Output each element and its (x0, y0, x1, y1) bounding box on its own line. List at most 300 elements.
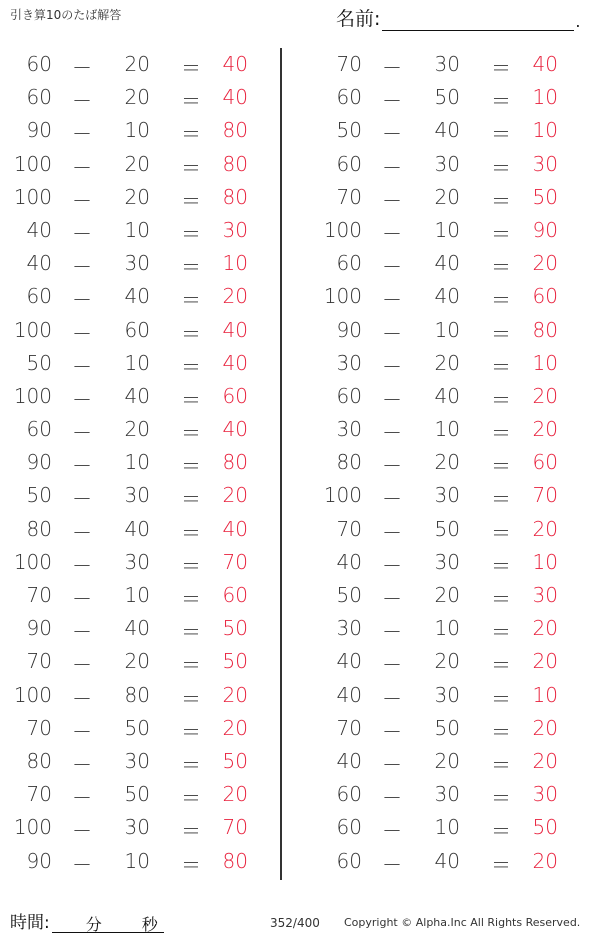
minus-sign: － (72, 288, 92, 313)
minuend: 100 (13, 184, 52, 209)
answer: 20 (532, 848, 558, 873)
minus-sign: － (72, 255, 92, 280)
answer: 10 (532, 118, 558, 143)
equals-sign: ＝ (491, 520, 511, 545)
problem-row (0, 215, 280, 248)
equals-sign: ＝ (181, 686, 201, 711)
minus-sign: － (382, 587, 402, 611)
minus-sign: － (382, 321, 402, 346)
minus-sign: － (382, 553, 402, 578)
equals-sign: ＝ (491, 686, 511, 711)
answer: 50 (532, 184, 558, 209)
minus-sign: － (72, 454, 92, 479)
equals-sign: ＝ (491, 587, 511, 611)
minus-sign: － (382, 752, 402, 777)
equals-sign: ＝ (181, 387, 201, 412)
subtrahend: 20 (434, 350, 460, 375)
answer: 20 (222, 782, 248, 807)
subtrahend: 60 (124, 317, 150, 342)
equals-sign: ＝ (181, 321, 201, 346)
answer: 20 (532, 251, 558, 276)
minus-sign: － (382, 454, 402, 479)
minus-sign: － (72, 786, 92, 811)
minuend: 90 (26, 848, 52, 873)
answer: 80 (532, 317, 558, 342)
equals-sign: ＝ (491, 852, 511, 877)
subtrahend: 20 (434, 184, 460, 209)
minus-sign: － (72, 752, 92, 777)
answer: 90 (532, 217, 558, 242)
answer: 20 (222, 715, 248, 740)
equals-sign: ＝ (491, 288, 511, 313)
minuend: 90 (26, 616, 52, 641)
minus-sign: － (382, 155, 402, 180)
minuend: 90 (336, 317, 362, 342)
problem-row (0, 414, 280, 447)
problem-row (0, 812, 280, 845)
subtrahend: 20 (434, 450, 460, 475)
minuend: 60 (336, 848, 362, 873)
equals-sign: ＝ (181, 122, 201, 147)
equals-sign: ＝ (181, 89, 201, 114)
problem-row (0, 315, 280, 348)
answer: 80 (222, 450, 248, 475)
equals-sign: ＝ (491, 122, 511, 147)
minuend: 60 (26, 52, 52, 76)
subtrahend: 40 (434, 284, 460, 309)
answer: 40 (222, 85, 248, 110)
answer: 20 (532, 748, 558, 773)
problem-row (310, 49, 590, 82)
problem-row (0, 713, 280, 746)
equals-sign: ＝ (491, 221, 511, 246)
answer: 10 (532, 350, 558, 375)
minuend: 50 (26, 350, 52, 375)
answer: 40 (532, 52, 558, 76)
minus-sign: － (72, 354, 92, 379)
minuend: 80 (336, 450, 362, 475)
minuend: 40 (336, 748, 362, 773)
minuend: 40 (336, 649, 362, 674)
subtrahend: 40 (124, 383, 150, 408)
minuend: 50 (336, 118, 362, 143)
answer: 10 (532, 549, 558, 574)
minus-sign: － (72, 686, 92, 711)
minus-sign: － (382, 188, 402, 213)
problem-row (0, 680, 280, 713)
subtrahend: 50 (124, 715, 150, 740)
subtrahend: 30 (124, 549, 150, 574)
minuend: 60 (336, 815, 362, 840)
answer: 70 (222, 815, 248, 840)
answer: 50 (222, 649, 248, 674)
minuend: 60 (336, 782, 362, 807)
subtrahend: 20 (124, 417, 150, 442)
minuend: 90 (26, 118, 52, 143)
minus-sign: － (382, 653, 402, 678)
minus-sign: － (72, 553, 92, 578)
equals-sign: ＝ (491, 454, 511, 479)
answer: 20 (532, 516, 558, 541)
answer: 20 (222, 483, 248, 508)
subtrahend: 20 (434, 583, 460, 607)
subtrahend: 30 (434, 151, 460, 176)
minus-sign: － (72, 321, 92, 346)
problem-row (310, 82, 590, 115)
answer: 20 (532, 417, 558, 442)
equals-sign: ＝ (181, 852, 201, 877)
subtrahend: 10 (434, 317, 460, 342)
problem-row (310, 215, 590, 248)
subtrahend: 10 (124, 583, 150, 607)
minus-sign: － (72, 56, 92, 80)
subtrahend: 30 (124, 748, 150, 773)
equals-sign: ＝ (491, 188, 511, 213)
equals-sign: ＝ (181, 520, 201, 545)
answer: 30 (532, 782, 558, 807)
minuend: 40 (336, 682, 362, 707)
problem-row (310, 348, 590, 381)
minuend: 100 (13, 682, 52, 707)
problem-row (310, 248, 590, 281)
equals-sign: ＝ (181, 454, 201, 479)
minuend: 100 (13, 815, 52, 840)
answer: 50 (222, 748, 248, 773)
problem-row (310, 414, 590, 447)
subtrahend: 20 (124, 52, 150, 76)
minuend: 70 (336, 184, 362, 209)
answer: 50 (222, 616, 248, 641)
minus-sign: － (72, 719, 92, 744)
problem-row (0, 613, 280, 646)
problem-row (310, 514, 590, 547)
minus-sign: － (382, 786, 402, 811)
answer: 60 (222, 583, 248, 607)
answer: 30 (532, 151, 558, 176)
subtrahend: 40 (124, 284, 150, 309)
subtrahend: 30 (124, 815, 150, 840)
problem-row (310, 315, 590, 348)
equals-sign: ＝ (181, 587, 201, 611)
problem-row (310, 447, 590, 480)
problem-row (0, 115, 280, 148)
subtrahend: 40 (124, 516, 150, 541)
equals-sign: ＝ (491, 487, 511, 512)
answer: 70 (532, 483, 558, 508)
page-number: 352/400 (270, 916, 320, 930)
problem-row (0, 580, 280, 613)
problem-row (0, 381, 280, 414)
minus-sign: － (72, 587, 92, 611)
subtrahend: 20 (124, 85, 150, 110)
problem-row (310, 713, 590, 746)
minus-sign: － (382, 852, 402, 877)
answer: 20 (532, 383, 558, 408)
minus-sign: － (382, 89, 402, 114)
answer: 80 (222, 151, 248, 176)
subtrahend: 40 (434, 251, 460, 276)
minus-sign: － (72, 653, 92, 678)
problem-row (0, 746, 280, 779)
minus-sign: － (382, 620, 402, 645)
time-label: 時間: (10, 913, 50, 933)
problem-row (310, 381, 590, 414)
problem-row (310, 646, 590, 679)
minus-sign: － (72, 155, 92, 180)
answer: 20 (222, 284, 248, 309)
answer: 20 (532, 715, 558, 740)
subtrahend: 10 (124, 350, 150, 375)
minuend: 70 (336, 52, 362, 76)
equals-sign: ＝ (181, 487, 201, 512)
subtrahend: 80 (124, 682, 150, 707)
subtrahend: 50 (124, 782, 150, 807)
minus-sign: － (72, 122, 92, 147)
column-divider (280, 48, 282, 880)
name-blank-line[interactable] (382, 9, 574, 31)
seconds-label: 秒 (141, 915, 158, 934)
subtrahend: 10 (434, 815, 460, 840)
minus-sign: － (382, 520, 402, 545)
minus-sign: － (382, 819, 402, 844)
subtrahend: 40 (434, 383, 460, 408)
equals-sign: ＝ (181, 155, 201, 180)
problem-row (0, 447, 280, 480)
minuend: 30 (336, 350, 362, 375)
minus-sign: － (72, 221, 92, 246)
problem-row (0, 281, 280, 314)
minus-sign: － (72, 819, 92, 844)
problem-row (0, 182, 280, 215)
subtrahend: 30 (434, 782, 460, 807)
left-problem-column (0, 49, 280, 879)
subtrahend: 10 (434, 417, 460, 442)
problem-row (0, 514, 280, 547)
subtrahend: 50 (434, 715, 460, 740)
equals-sign: ＝ (181, 719, 201, 744)
minuend: 100 (13, 383, 52, 408)
answer: 80 (222, 848, 248, 873)
problem-row (0, 779, 280, 812)
equals-sign: ＝ (491, 255, 511, 280)
equals-sign: ＝ (181, 653, 201, 678)
answer: 40 (222, 350, 248, 375)
minuend: 70 (336, 516, 362, 541)
equals-sign: ＝ (491, 89, 511, 114)
equals-sign: ＝ (491, 819, 511, 844)
equals-sign: ＝ (181, 221, 201, 246)
minuend: 60 (336, 383, 362, 408)
equals-sign: ＝ (181, 553, 201, 578)
problem-row (310, 846, 590, 879)
equals-sign: ＝ (491, 752, 511, 777)
minus-sign: － (72, 421, 92, 446)
minuend: 70 (26, 583, 52, 607)
minuend: 90 (26, 450, 52, 475)
minuend: 100 (323, 217, 362, 242)
minuend: 30 (336, 417, 362, 442)
problem-row (310, 115, 590, 148)
problem-row (310, 182, 590, 215)
subtrahend: 40 (124, 616, 150, 641)
equals-sign: ＝ (181, 421, 201, 446)
problem-row (310, 812, 590, 845)
subtrahend: 10 (124, 217, 150, 242)
equals-sign: ＝ (181, 56, 201, 80)
minus-sign: － (382, 122, 402, 147)
minus-sign: － (72, 188, 92, 213)
equals-sign: ＝ (181, 786, 201, 811)
equals-sign: ＝ (181, 188, 201, 213)
minuend: 30 (336, 616, 362, 641)
copyright-notice: Copyright © Alpha.Inc All Rights Reserved. (344, 916, 581, 929)
minus-sign: － (72, 620, 92, 645)
minuend: 60 (336, 85, 362, 110)
problem-row (0, 82, 280, 115)
minus-sign: － (72, 852, 92, 877)
problem-row (310, 149, 590, 182)
minus-sign: － (72, 387, 92, 412)
minus-sign: － (382, 288, 402, 313)
subtrahend: 30 (124, 483, 150, 508)
subtrahend: 50 (434, 516, 460, 541)
equals-sign: ＝ (491, 155, 511, 180)
subtrahend: 20 (434, 748, 460, 773)
answer: 60 (532, 450, 558, 475)
answer: 10 (532, 85, 558, 110)
minuend: 40 (26, 251, 52, 276)
equals-sign: ＝ (491, 321, 511, 346)
answer: 20 (532, 616, 558, 641)
problem-row (0, 547, 280, 580)
subtrahend: 20 (124, 184, 150, 209)
minuend: 100 (13, 151, 52, 176)
answer: 10 (222, 251, 248, 276)
minus-sign: － (382, 421, 402, 446)
problem-row (0, 646, 280, 679)
minuend: 60 (26, 417, 52, 442)
minuend: 100 (323, 284, 362, 309)
minus-sign: － (72, 520, 92, 545)
answer: 40 (222, 417, 248, 442)
minuend: 70 (26, 715, 52, 740)
subtrahend: 30 (434, 52, 460, 76)
equals-sign: ＝ (181, 354, 201, 379)
minutes-label: 分 (85, 915, 102, 934)
problem-row (0, 480, 280, 513)
right-problem-column (310, 49, 590, 879)
subtrahend: 20 (434, 649, 460, 674)
equals-sign: ＝ (181, 752, 201, 777)
minuend: 60 (336, 251, 362, 276)
equals-sign: ＝ (491, 387, 511, 412)
subtrahend: 20 (124, 151, 150, 176)
problem-row (0, 248, 280, 281)
problem-row (310, 281, 590, 314)
minuend: 70 (336, 715, 362, 740)
minus-sign: － (382, 387, 402, 412)
answer: 20 (222, 682, 248, 707)
equals-sign: ＝ (491, 620, 511, 645)
equals-sign: ＝ (181, 819, 201, 844)
minus-sign: － (382, 686, 402, 711)
problem-row (0, 149, 280, 182)
subtrahend: 10 (434, 217, 460, 242)
time-blank-line[interactable] (52, 912, 164, 933)
name-field (336, 4, 581, 31)
minus-sign: － (382, 354, 402, 379)
answer: 80 (222, 184, 248, 209)
subtrahend: 30 (434, 549, 460, 574)
minuend: 80 (26, 516, 52, 541)
minuend: 70 (26, 649, 52, 674)
problem-row (310, 779, 590, 812)
answer: 80 (222, 118, 248, 143)
problem-row (310, 746, 590, 779)
equals-sign: ＝ (491, 719, 511, 744)
answer: 40 (222, 52, 248, 76)
subtrahend: 10 (124, 450, 150, 475)
subtrahend: 10 (124, 118, 150, 143)
subtrahend: 50 (434, 85, 460, 110)
minuend: 100 (13, 317, 52, 342)
minuend: 100 (13, 549, 52, 574)
subtrahend: 40 (434, 848, 460, 873)
answer: 10 (532, 682, 558, 707)
minuend: 40 (26, 217, 52, 242)
answer: 50 (532, 815, 558, 840)
worksheet-title: 引き算10のたば解答 (10, 8, 122, 22)
minuend: 100 (323, 483, 362, 508)
minus-sign: － (382, 255, 402, 280)
answer: 40 (222, 516, 248, 541)
minus-sign: － (72, 487, 92, 512)
name-end-dot: . (575, 12, 581, 31)
answer: 60 (532, 284, 558, 309)
equals-sign: ＝ (181, 255, 201, 280)
problem-row (310, 613, 590, 646)
problem-row (0, 846, 280, 879)
minus-sign: － (72, 89, 92, 114)
subtrahend: 30 (124, 251, 150, 276)
minuend: 40 (336, 549, 362, 574)
minus-sign: － (382, 719, 402, 744)
subtrahend: 20 (124, 649, 150, 674)
minuend: 60 (26, 85, 52, 110)
answer: 40 (222, 317, 248, 342)
minus-sign: － (382, 56, 402, 80)
equals-sign: ＝ (181, 288, 201, 313)
answer: 70 (222, 549, 248, 574)
equals-sign: ＝ (491, 421, 511, 446)
subtrahend: 40 (434, 118, 460, 143)
equals-sign: ＝ (491, 56, 511, 80)
answer: 30 (532, 583, 558, 607)
time-field (10, 908, 164, 933)
subtrahend: 30 (434, 483, 460, 508)
subtrahend: 10 (124, 848, 150, 873)
problem-row (0, 49, 280, 82)
problem-row (310, 580, 590, 613)
minuend: 50 (336, 583, 362, 607)
subtrahend: 10 (434, 616, 460, 641)
minus-sign: － (382, 487, 402, 512)
problem-row (0, 348, 280, 381)
minuend: 60 (26, 284, 52, 309)
minuend: 50 (26, 483, 52, 508)
minuend: 60 (336, 151, 362, 176)
answer: 60 (222, 383, 248, 408)
